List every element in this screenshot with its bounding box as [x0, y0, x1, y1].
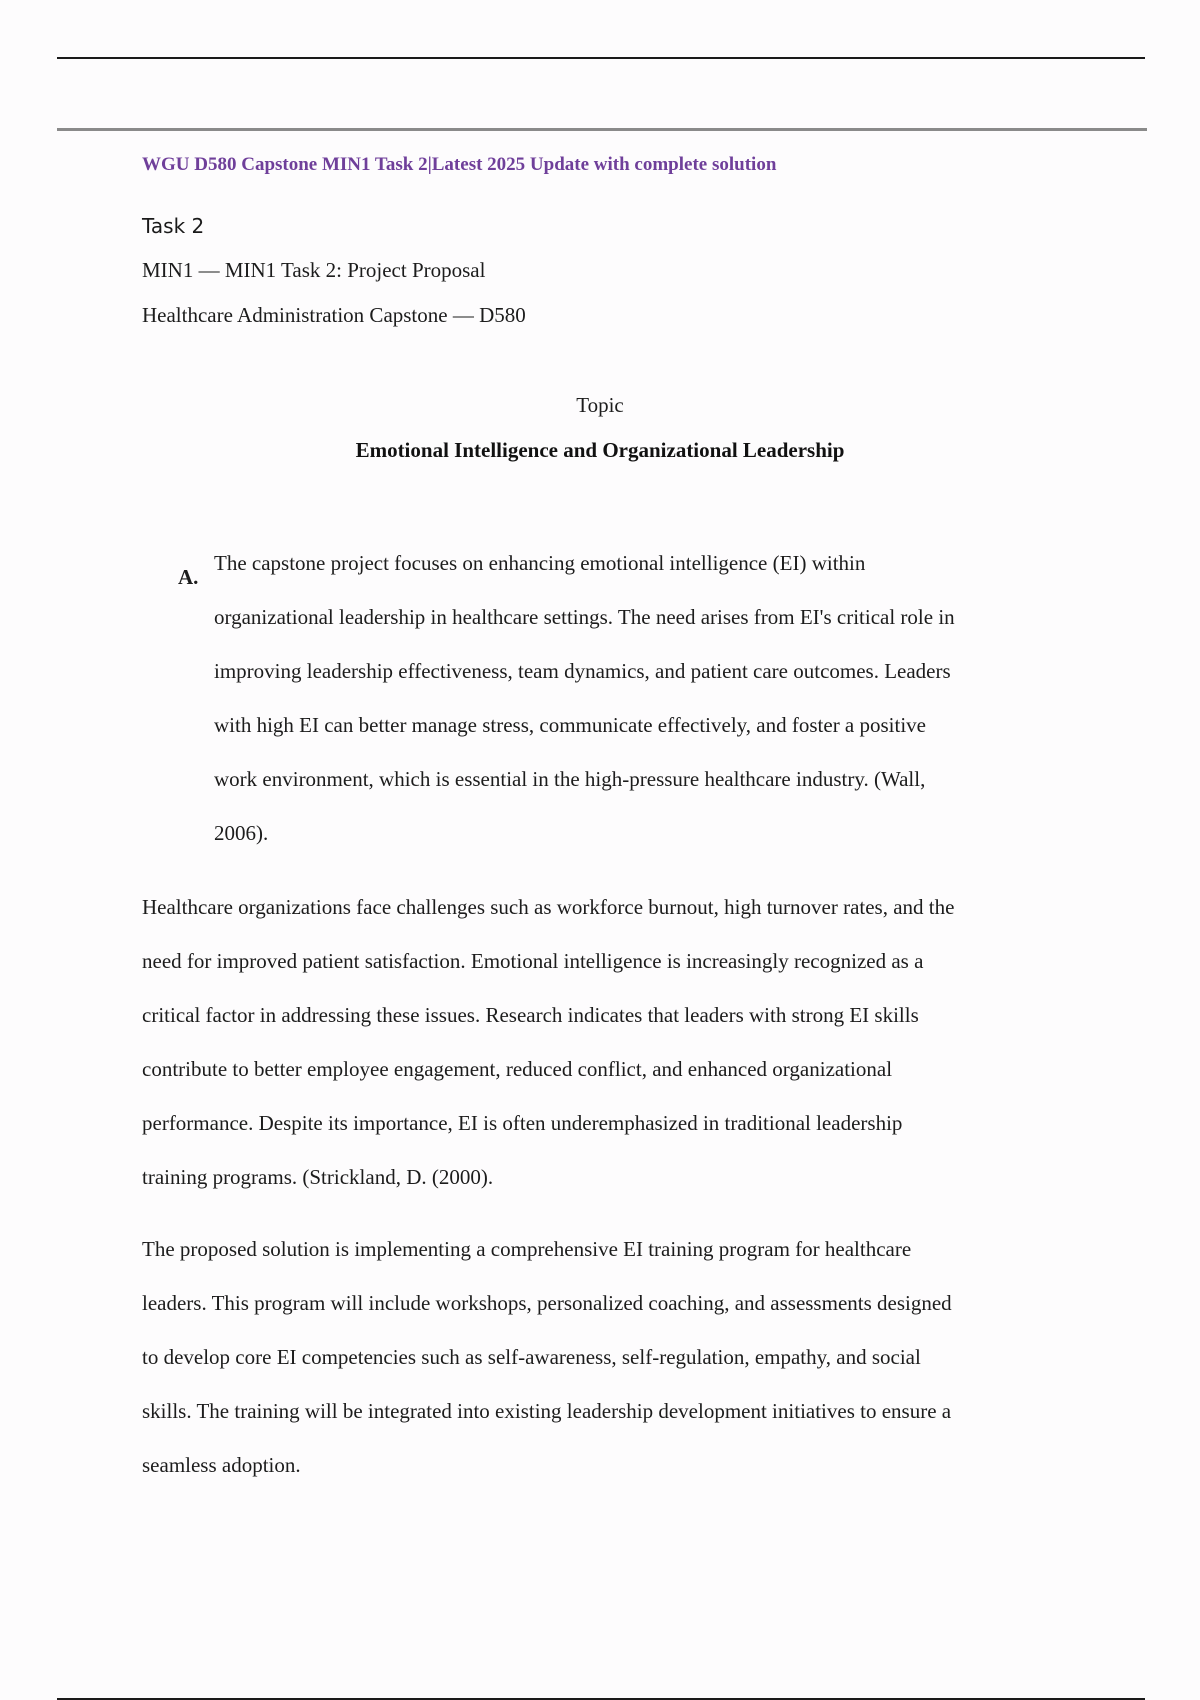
paragraph-line: The proposed solution is implementing a comprehensive EI training program for healthcare — [142, 1237, 912, 1261]
topic-title: Emotional Intelligence and Organizational Leadership — [355, 438, 845, 462]
paragraph-line: seamless adoption. — [142, 1453, 301, 1477]
paragraph-line: leaders. This program will include workshops, personalized coaching, and assessments designed — [142, 1291, 952, 1315]
paragraph-line: need for improved patient satisfaction. Emotional intelligence is increasingly recognized as a — [142, 949, 924, 973]
section-a-marker: A. — [178, 565, 199, 589]
solution-paragraph — [142, 1222, 1062, 1492]
paragraph-line: Healthcare organizations face challenges such as workforce burnout, high turnover rates, and the — [142, 895, 955, 919]
header-rule — [57, 128, 1147, 131]
paragraph-line: training programs. (Strickland, D. (2000). — [142, 1165, 494, 1189]
section-a-line: organizational leadership in healthcare settings. The need arises from EI's critical role in — [214, 605, 955, 629]
task-label: Task 2 — [142, 214, 205, 238]
paragraph-line: performance. Despite its importance, EI is often underemphasized in traditional leadership — [142, 1111, 903, 1135]
course-task-line: MIN1 — MIN1 Task 2: Project Proposal — [142, 258, 486, 282]
section-a-line: The capstone project focuses on enhancing emotional intelligence (EI) within — [214, 551, 866, 575]
section-a-text — [214, 536, 1058, 860]
course-name-line: Healthcare Administration Capstone — D580 — [142, 303, 526, 327]
paragraph-line: critical factor in addressing these issues. Research indicates that leaders with strong EI skills — [142, 1003, 919, 1027]
paragraph-line: to develop core EI competencies such as self-awareness, self-regulation, empathy, and social — [142, 1345, 921, 1369]
section-a-line: improving leadership effectiveness, team dynamics, and patient care outcomes. Leaders — [214, 659, 951, 683]
topic-label: Topic — [576, 393, 624, 417]
top-rule — [57, 57, 1145, 59]
document-heading: WGU D580 Capstone MIN1 Task 2|Latest 2025 Update with complete solution — [142, 154, 777, 175]
section-a-line: work environment, which is essential in the high-pressure healthcare industry. (Wall, — [214, 767, 926, 791]
challenges-paragraph — [142, 880, 1062, 1204]
paragraph-line: skills. The training will be integrated into existing leadership development initiatives to ensure a — [142, 1399, 952, 1423]
section-a-line: with high EI can better manage stress, communicate effectively, and foster a positive — [214, 713, 927, 737]
paragraph-line: contribute to better employee engagement, reduced conflict, and enhanced organizational — [142, 1057, 893, 1081]
section-a-line: 2006). — [214, 821, 269, 845]
section-a — [178, 550, 1058, 860]
